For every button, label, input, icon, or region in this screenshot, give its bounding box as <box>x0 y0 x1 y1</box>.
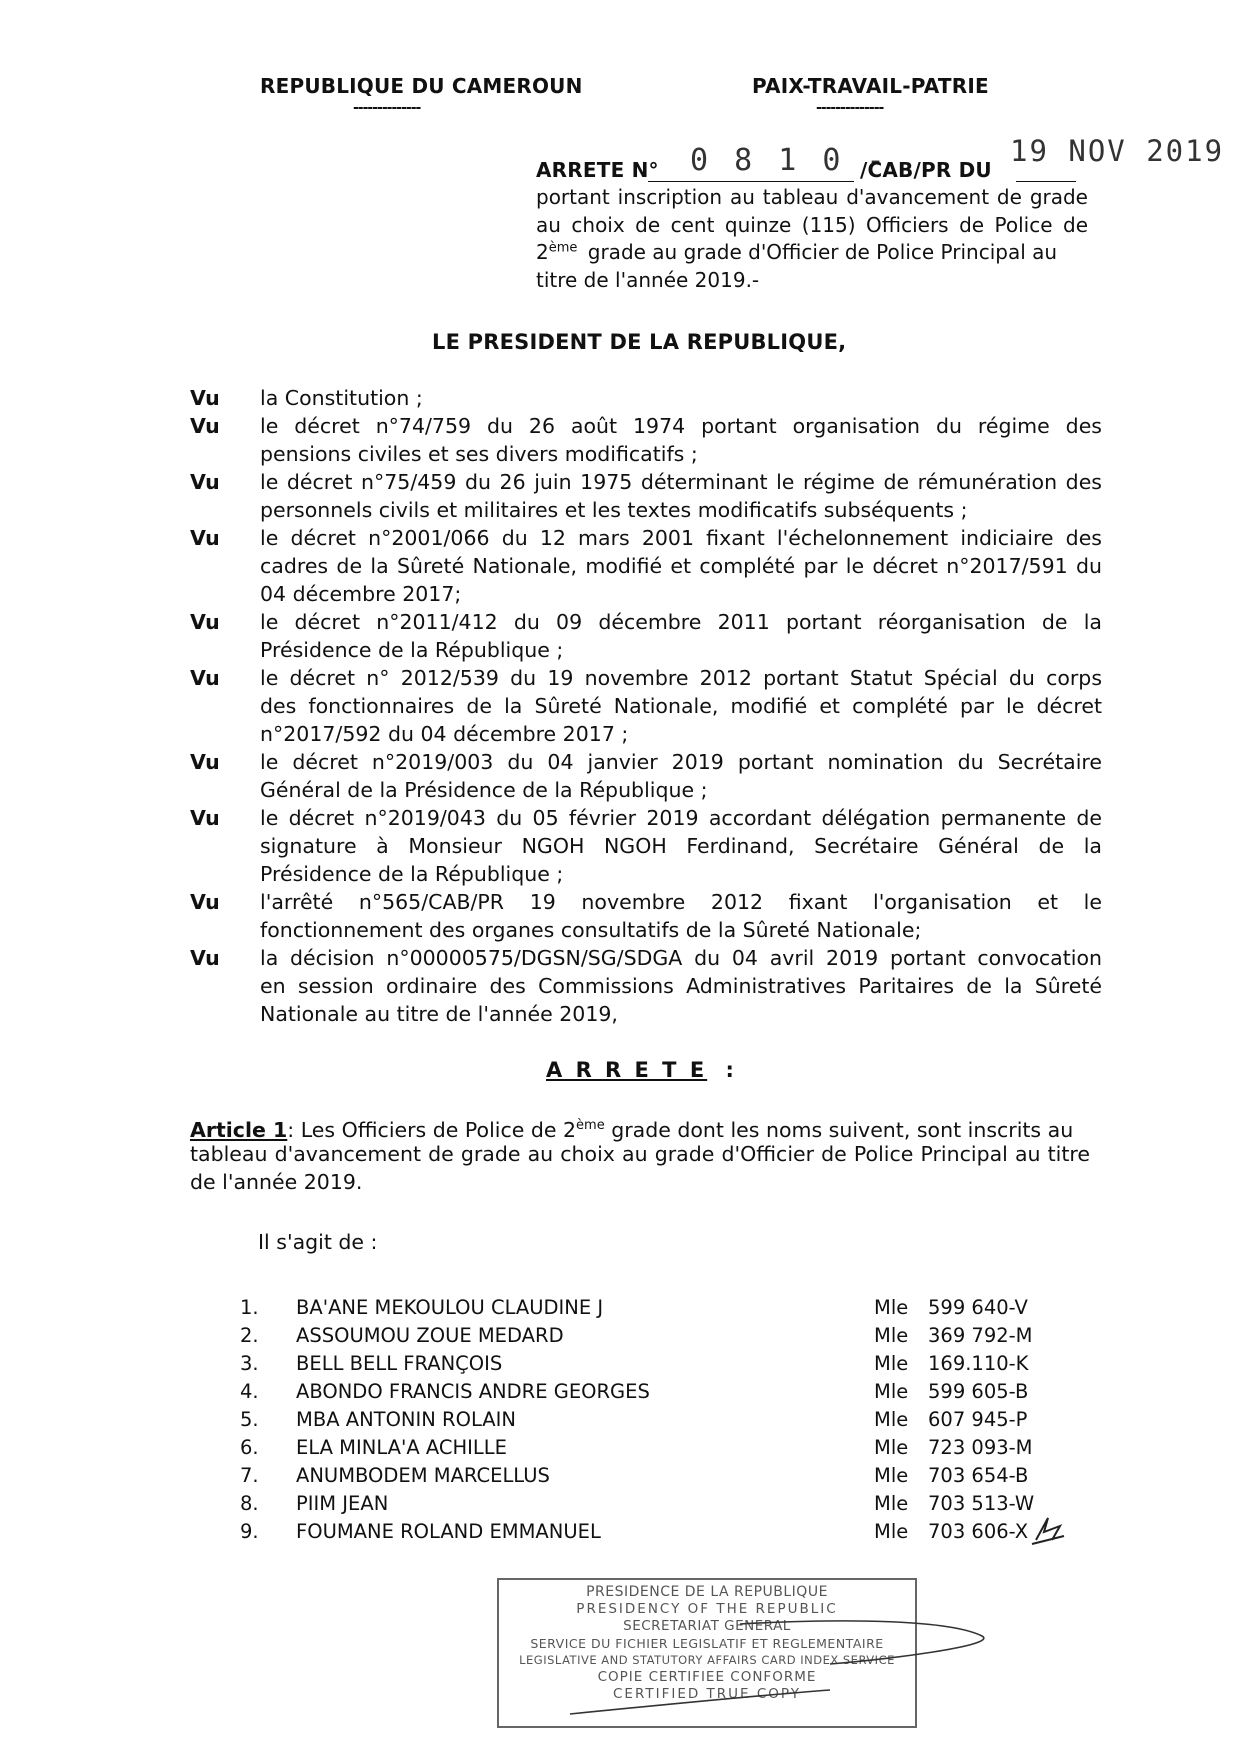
consideration-text <box>260 524 1102 608</box>
officer-name: MBA ANTONIN ROLAIN <box>296 1408 516 1431</box>
consideration-item <box>190 888 1102 944</box>
officer-mle-label: Mle <box>874 1408 909 1431</box>
consideration-text <box>260 384 1102 412</box>
arrete-heading-text: A R R E T E <box>546 1058 708 1082</box>
consideration-item <box>190 412 1102 468</box>
officer-matricule: 723 093-M <box>928 1436 1033 1459</box>
arrete-heading <box>546 1058 737 1082</box>
officer-row <box>240 1352 1100 1380</box>
article-1-line-2: tableau d'avancement de grade au choix au grade d'Officier de Police Principal au titre <box>190 1142 1090 1166</box>
officer-matricule: 703 513-W <box>928 1492 1035 1515</box>
consideration-item <box>190 524 1102 608</box>
list-intro: Il s'agit de : <box>258 1230 378 1254</box>
consideration-line: Nationale au titre de l'année 2019, <box>260 1002 618 1026</box>
officer-name: BELL BELL FRANÇOIS <box>296 1352 503 1375</box>
officer-number: 3. <box>240 1352 259 1375</box>
officer-matricule: 607 945-P <box>928 1408 1028 1431</box>
country-header: REPUBLIQUE DU CAMEROUN <box>260 74 583 98</box>
subject-line-3 <box>536 240 1088 264</box>
country-separator: -------------- <box>353 100 421 116</box>
arrete-date-underline <box>1016 181 1076 182</box>
subject-line-3-prefix: 2 <box>536 240 549 264</box>
arrete-suffix: /CAB/PR DU <box>860 158 992 182</box>
consideration-text <box>260 608 1102 664</box>
stamp-line-6: COPIE CERTIFIEE CONFORME <box>597 1669 817 1685</box>
officer-matricule: 169.110-K <box>928 1352 1029 1375</box>
consideration-line: Présidence de la République ; <box>260 862 564 886</box>
subject-line-3-sup: ème <box>548 240 578 256</box>
consideration-item <box>190 608 1102 664</box>
initials-signature <box>1030 1512 1070 1546</box>
officer-mle-label: Mle <box>874 1464 909 1487</box>
stamp-line-3: SECRETARIAT GENERAL <box>623 1618 791 1634</box>
consideration-item <box>190 384 1102 412</box>
officer-name: ASSOUMOU ZOUE MEDARD <box>296 1324 564 1347</box>
officer-number: 7. <box>240 1464 259 1487</box>
officer-matricule: 369 792-M <box>928 1324 1033 1347</box>
stamp-signature-stroke <box>530 1610 1000 1730</box>
consideration-item <box>190 664 1102 748</box>
officer-mle-label: Mle <box>874 1380 909 1403</box>
vu-label: Vu <box>190 386 220 410</box>
vu-label: Vu <box>190 470 220 494</box>
consideration-line: pensions civiles et ses divers modificatifs ; <box>260 442 698 466</box>
stamp-line-2: PRESIDENCY OF THE REPUBLIC <box>576 1601 838 1617</box>
stamp-line-7: CERTIFIED TRUE COPY <box>612 1686 802 1702</box>
vu-label: Vu <box>190 890 220 914</box>
arrete-number-underline <box>648 181 854 182</box>
officer-name: BA'ANE MEKOULOU CLAUDINE J <box>296 1296 604 1319</box>
officer-mle-label: Mle <box>874 1352 909 1375</box>
motto-separator: -------------- <box>816 100 884 116</box>
arrete-heading-colon: : <box>725 1058 737 1082</box>
consideration-line: 04 décembre 2017; <box>260 582 462 606</box>
officer-matricule: 599 640-V <box>928 1296 1028 1319</box>
stamp-line-1: PRESIDENCE DE LA REPUBLIQUE <box>586 1584 828 1600</box>
arrete-label: ARRETE N° <box>536 158 659 182</box>
consideration-text <box>260 944 1102 1028</box>
article-1-text-b: grade dont les noms suivent, sont inscrits au <box>604 1117 1074 1142</box>
consideration-line: le décret n°2011/412 du 09 décembre 2011 portant réorganisation de la <box>260 610 1102 634</box>
officer-row <box>240 1464 1100 1492</box>
officer-row <box>240 1296 1100 1324</box>
officer-mle-label: Mle <box>874 1520 909 1543</box>
officer-name: ABONDO FRANCIS ANDRE GEORGES <box>296 1380 650 1403</box>
article-1-line-3: de l'année 2019. <box>190 1170 363 1194</box>
vu-label: Vu <box>190 414 220 438</box>
consideration-text <box>260 888 1102 944</box>
consideration-item <box>190 944 1102 1028</box>
officer-number: 9. <box>240 1520 259 1543</box>
motto-header: PAIX-TRAVAIL-PATRIE <box>752 74 989 98</box>
vu-label: Vu <box>190 946 220 970</box>
consideration-item <box>190 468 1102 524</box>
officer-mle-label: Mle <box>874 1296 909 1319</box>
article-1-sup: ème <box>576 1118 605 1133</box>
officer-row <box>240 1492 1100 1520</box>
subject-line-2: au choix de cent quinze (115) Officiers de Police de <box>536 213 1088 237</box>
vu-label: Vu <box>190 666 220 690</box>
consideration-line: le décret n°2019/003 du 04 janvier 2019 portant nomination du Secrétaire <box>260 750 1102 774</box>
vu-label: Vu <box>190 806 220 830</box>
consideration-line: le décret n°2019/043 du 05 février 2019 accordant délégation permanente de <box>260 806 1102 830</box>
consideration-line: la décision n°00000575/DGSN/SG/SDGA du 04 avril 2019 portant convocation <box>260 946 1102 970</box>
officer-matricule: 703 606-X <box>928 1520 1029 1543</box>
consideration-line: des fonctionnaires de la Sûreté Nationale, modifié et complété par le décret <box>260 694 1102 718</box>
arrete-date-stamp: 19 NOV 2019 <box>1010 134 1225 168</box>
officer-number: 5. <box>240 1408 259 1431</box>
subject-line-1: portant inscription au tableau d'avancement de grade <box>536 185 1088 209</box>
consideration-line: fonctionnement des organes consultatifs de la Sûreté Nationale; <box>260 918 922 942</box>
consideration-item <box>190 748 1102 804</box>
arrete-number-handwritten: 0 8 1 0 - <box>690 143 889 178</box>
officer-number: 2. <box>240 1324 259 1347</box>
subject-line-3-text: grade au grade d'Officier de Police Principal au <box>587 240 1058 264</box>
officer-name: PIIM JEAN <box>296 1492 389 1515</box>
consideration-line: la Constitution ; <box>260 386 423 410</box>
consideration-line: n°2017/592 du 04 décembre 2017 ; <box>260 722 629 746</box>
officer-mle-label: Mle <box>874 1492 909 1515</box>
consideration-line: le décret n° 2012/539 du 19 novembre 2012 portant Statut Spécial du corps <box>260 666 1102 690</box>
officer-number: 8. <box>240 1492 259 1515</box>
consideration-line: le décret n°74/759 du 26 août 1974 portant organisation du régime des <box>260 414 1102 438</box>
consideration-text <box>260 664 1102 748</box>
officer-row <box>240 1324 1100 1352</box>
vu-label: Vu <box>190 750 220 774</box>
consideration-line: en session ordinaire des Commissions Administratives Paritaires de la Sûreté <box>260 974 1102 998</box>
consideration-text <box>260 412 1102 468</box>
officer-matricule: 703 654-B <box>928 1464 1029 1487</box>
article-1-label: Article 1 <box>190 1117 288 1142</box>
consideration-text <box>260 748 1102 804</box>
officer-number: 6. <box>240 1436 259 1459</box>
officer-row <box>240 1436 1100 1464</box>
subject-line-4: titre de l'année 2019.- <box>536 268 760 292</box>
consideration-line: le décret n°75/459 du 26 juin 1975 déterminant le régime de rémunération des <box>260 470 1102 494</box>
officer-row <box>240 1408 1100 1436</box>
consideration-line: Général de la Présidence de la République ; <box>260 778 708 802</box>
officer-name: FOUMANE ROLAND EMMANUEL <box>296 1520 601 1543</box>
consideration-text <box>260 804 1102 888</box>
officer-row <box>240 1380 1100 1408</box>
consideration-item <box>190 804 1102 888</box>
officer-number: 1. <box>240 1296 259 1319</box>
article-1-text-a: : Les Officiers de Police de 2 <box>287 1117 577 1142</box>
officer-name: ELA MINLA'A ACHILLE <box>296 1436 507 1459</box>
consideration-line: cadres de la Sûreté Nationale, modifié et complété par le décret n°2017/591 du <box>260 554 1102 578</box>
officer-number: 4. <box>240 1380 259 1403</box>
consideration-line: le décret n°2001/066 du 12 mars 2001 fixant l'échelonnement indiciaire des <box>260 526 1102 550</box>
consideration-text <box>260 468 1102 524</box>
officer-name: ANUMBODEM MARCELLUS <box>296 1464 550 1487</box>
vu-label: Vu <box>190 526 220 550</box>
consideration-line: signature à Monsieur NGOH NGOH Ferdinand, Secrétaire Général de la <box>260 834 1102 858</box>
officer-mle-label: Mle <box>874 1436 909 1459</box>
officer-mle-label: Mle <box>874 1324 909 1347</box>
consideration-line: Présidence de la République ; <box>260 638 564 662</box>
vu-label: Vu <box>190 610 220 634</box>
stamp-line-5: LEGISLATIVE AND STATUTORY AFFAIRS CARD INDEX SERVICE <box>519 1653 895 1667</box>
stamp-line-4: SERVICE DU FICHIER LEGISLATIF ET REGLEMENTAIRE <box>530 1636 884 1651</box>
consideration-line: l'arrêté n°565/CAB/PR 19 novembre 2012 fixant l'organisation et le <box>260 890 1102 914</box>
consideration-line: personnels civils et militaires et les textes modificatifs subséquents ; <box>260 498 968 522</box>
president-heading: LE PRESIDENT DE LA REPUBLIQUE, <box>432 330 847 354</box>
officer-row <box>240 1520 1100 1548</box>
officer-matricule: 599 605-B <box>928 1380 1029 1403</box>
